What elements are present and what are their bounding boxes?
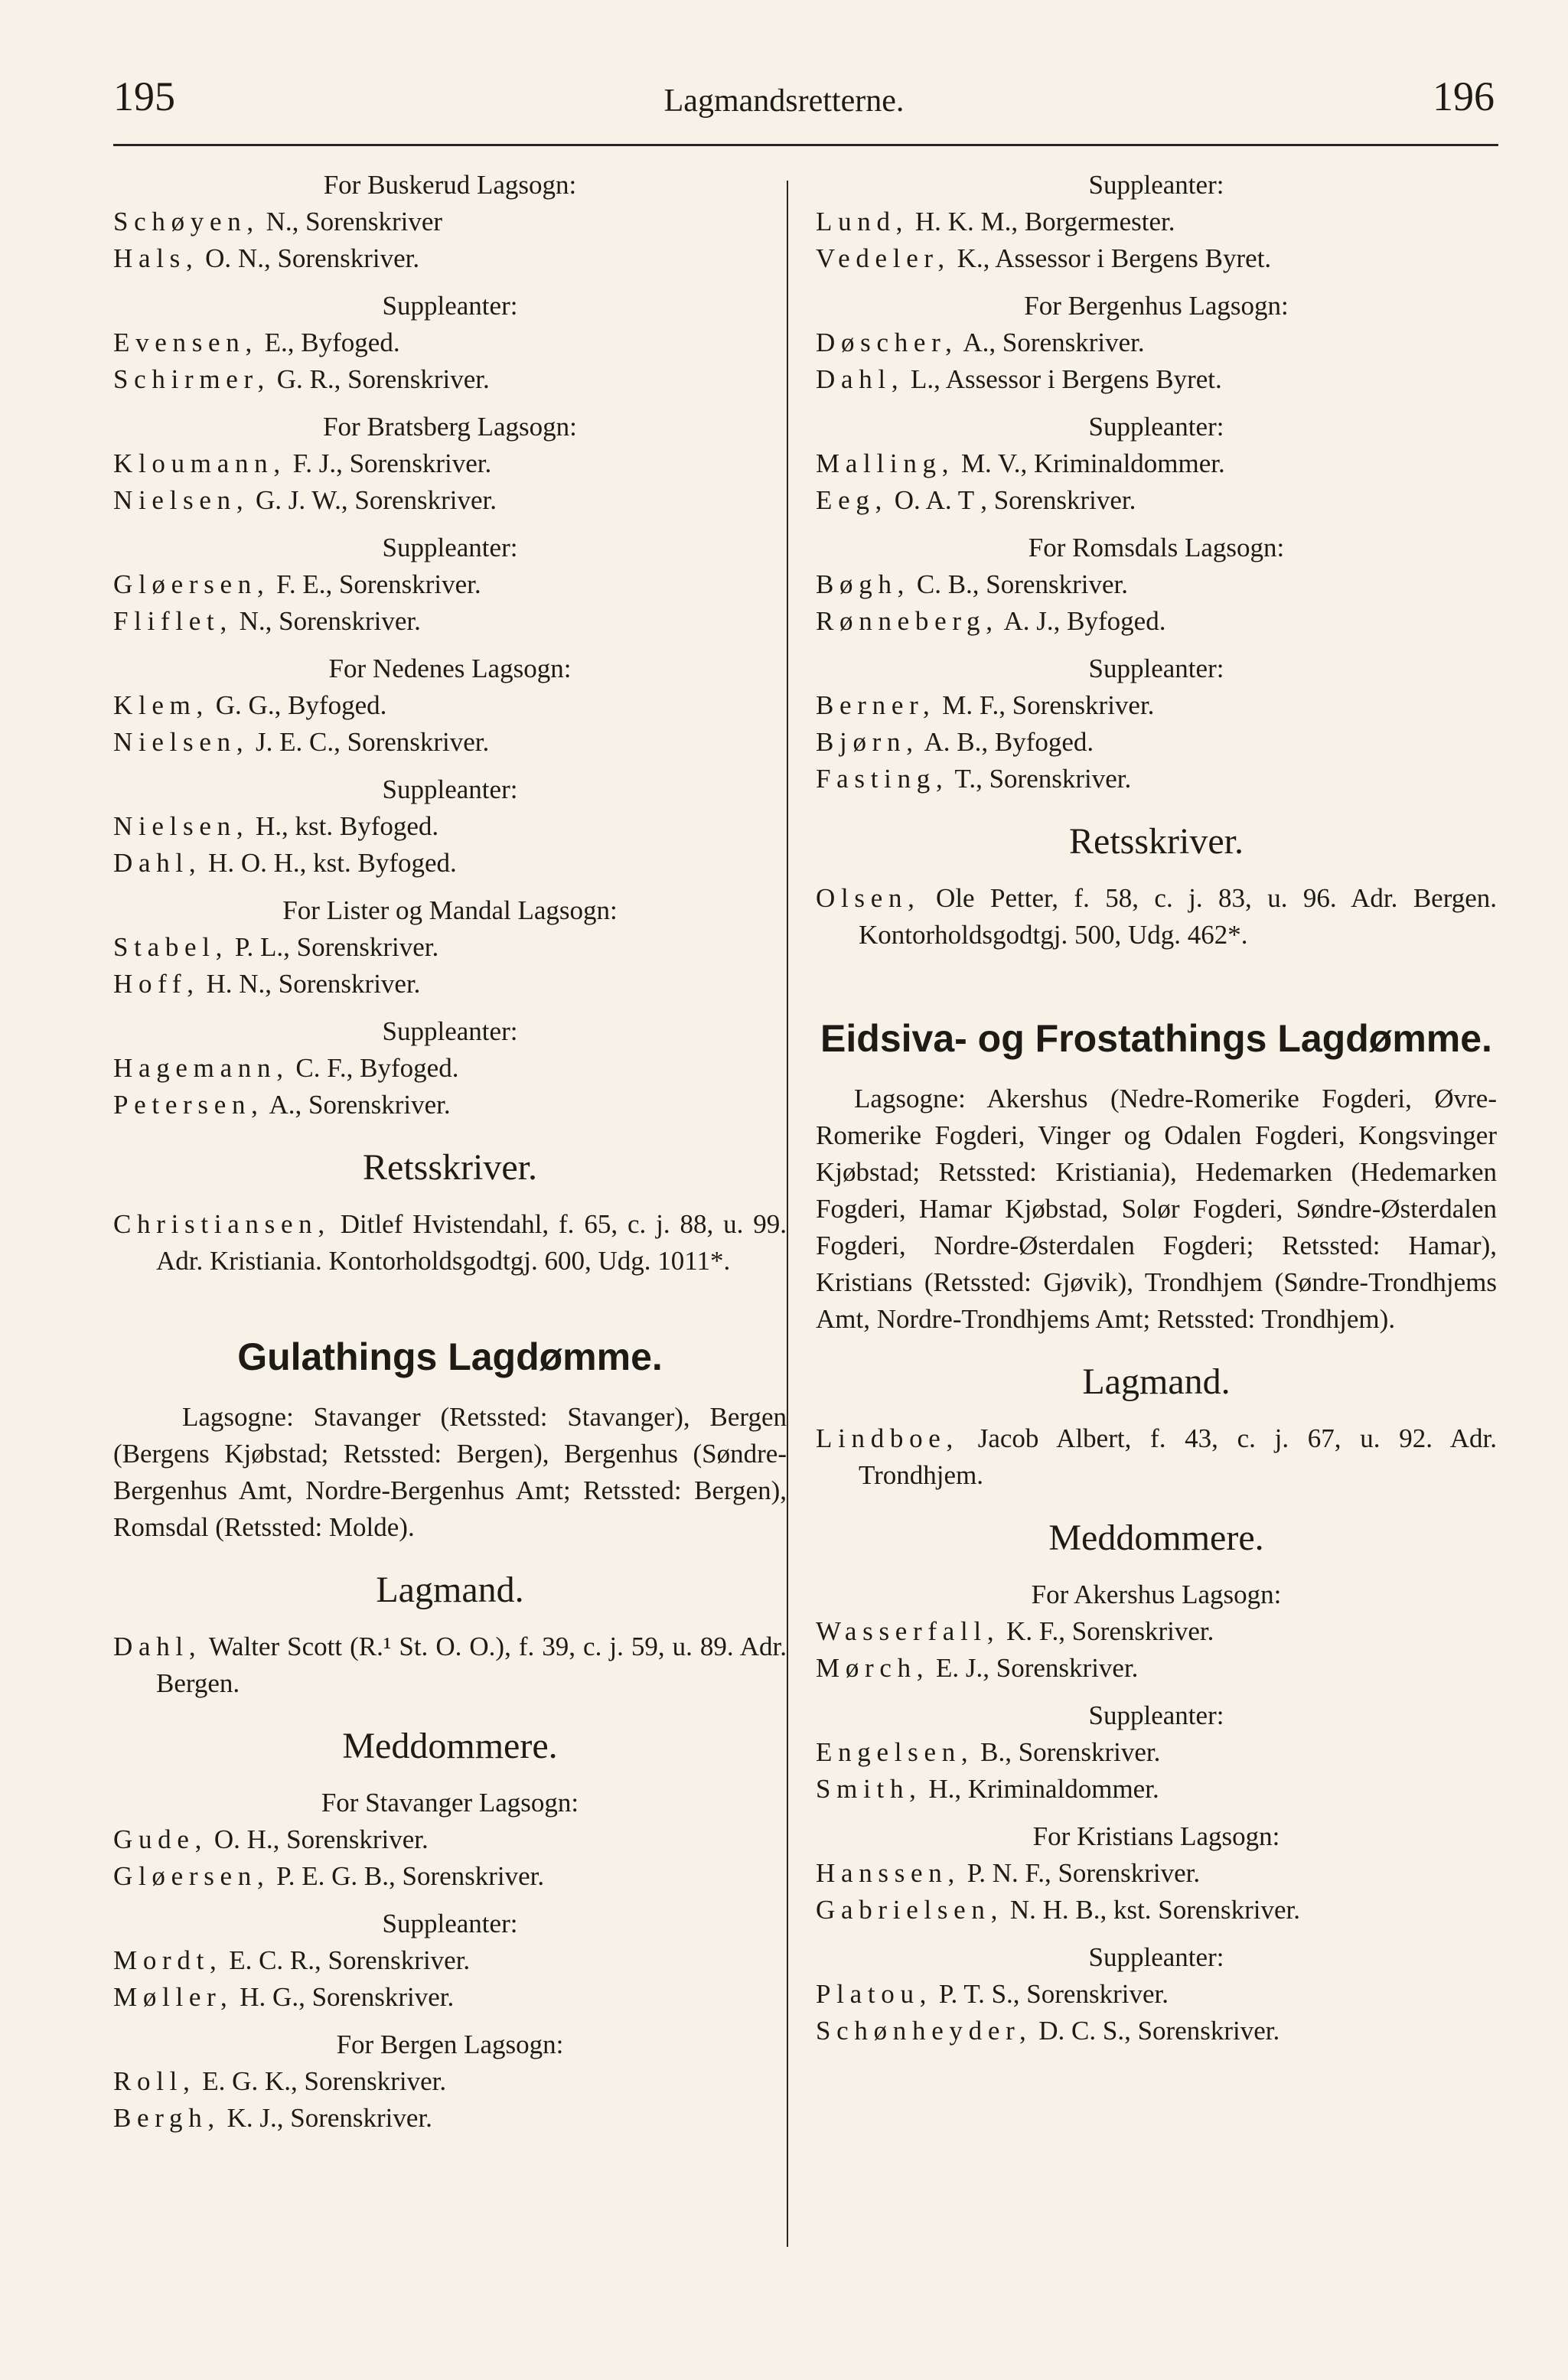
list-item: Bøgh, C. B., Sorenskriver.	[816, 569, 1128, 599]
section-heading: Meddommere.	[342, 1726, 558, 1766]
list-item: Nielsen, G. J. W., Sorenskriver.	[113, 485, 497, 515]
list-item: Dahl, H. O. H., kst. Byfoged.	[113, 848, 457, 878]
section-subheading: For Buskerud Lagsogn:	[323, 170, 577, 200]
list-item: Evensen, E., Byfoged.	[113, 328, 400, 357]
list-item: Mordt, E. C. R., Sorenskriver.	[113, 1945, 471, 1975]
list-item: Kloumann, F. J., Sorenskriver.	[113, 448, 492, 478]
list-item: Berner, M. F., Sorenskriver.	[816, 690, 1155, 720]
column-divider	[787, 181, 788, 2247]
list-item: Klem, G. G., Byfoged.	[113, 690, 387, 720]
section-subheading: Suppleanter:	[1088, 654, 1224, 683]
list-item: Hoff, H. N., Sorenskriver.	[113, 969, 421, 999]
section-subheading: For Bergen Lagsogn:	[336, 2030, 564, 2059]
list-item: Vedeler, K., Assessor i Bergens Byret.	[816, 243, 1272, 273]
section-subheading: Suppleanter:	[382, 1909, 518, 1938]
list-item: Nielsen, H., kst. Byfoged.	[113, 811, 439, 841]
list-item: Rønneberg, A. J., Byfoged.	[816, 606, 1166, 636]
paragraph: Christiansen, Ditlef Hvistendahl, f. 65, c. j. 88, u. 99. Adr. Kristiania. Kontorholdsgodtgj. 600, Udg. 1011*.	[113, 1209, 787, 1276]
list-item: Malling, M. V., Kriminaldommer.	[816, 448, 1225, 478]
section-subheading: For Bratsberg Lagsogn:	[323, 412, 577, 442]
right-column	[816, 167, 1497, 2049]
section-subheading: Suppleanter:	[382, 291, 518, 321]
paragraph: Dahl, Walter Scott (R.¹ St. O. O.), f. 39, c. j. 59, u. 89. Adr. Bergen.	[113, 1632, 787, 1698]
section-subheading: Suppleanter:	[382, 1016, 518, 1046]
paragraph: Lagsogne: Stavanger (Retssted: Stavanger), Bergen (Bergens Kjøbstad; Retssted: Bergen), Bergenhus (Søndre-Bergenhus Amt, Nordre-Bergenhus Amt; Retssted: Bergen), Romsdal (Retssted: Molde).	[113, 1402, 787, 1542]
section-subheading: Suppleanter:	[1088, 170, 1224, 200]
list-item: Stabel, P. L., Sorenskriver.	[113, 932, 439, 962]
paragraph: Lagsogne: Akershus (Nedre-Romerike Fogderi, Øvre-Romerike Fogderi, Vinger og Odalen Fogderi, Kongsvinger Kjøbstad; Retssted: Kristiania), Hedemarken (Hedemarken Fogderi, Hamar Kjøbstad, Solør Fogderi, Søndre-Østerdalen Fogderi, Nordre-Østerdalen Fogderi; Retssted: Hamar), Kristians (Retssted: Gjøvik), Trondhjem (Søndre-Trondhjems Amt, Nordre-Trondhjems Amt; Retssted: Trondhjem).	[816, 1084, 1497, 1334]
list-item: Dahl, L., Assessor i Bergens Byret.	[816, 364, 1222, 394]
list-item: Schøyen, N., Sorenskriver	[113, 207, 443, 236]
list-item: Bergh, K. J., Sorenskriver.	[113, 2103, 432, 2133]
section-subheading: Suppleanter:	[382, 774, 518, 804]
list-item: Schirmer, G. R., Sorenskriver.	[113, 364, 490, 394]
section-heading: Retsskriver.	[363, 1147, 537, 1188]
list-item: Gløersen, P. E. G. B., Sorenskriver.	[113, 1861, 545, 1891]
section-subheading: For Bergenhus Lagsogn:	[1024, 291, 1289, 321]
list-item: Gabrielsen, N. H. B., kst. Sorenskriver.	[816, 1895, 1300, 1925]
section-subheading: Suppleanter:	[1088, 1942, 1224, 1972]
list-item: Hanssen, P. N. F., Sorenskriver.	[816, 1858, 1201, 1888]
section-subheading: For Nedenes Lagsogn:	[328, 654, 572, 683]
list-item: Hals, O. N., Sorenskriver.	[113, 243, 420, 273]
list-item: Fasting, T., Sorenskriver.	[816, 764, 1132, 794]
list-item: Roll, E. G. K., Sorenskriver.	[113, 2066, 447, 2096]
section-heading: Lagmand.	[376, 1570, 524, 1610]
section-subheading: Suppleanter:	[1088, 412, 1224, 442]
list-item: Eeg, O. A. T , Sorenskriver.	[816, 485, 1136, 515]
left-column	[113, 167, 787, 2137]
list-item: Gløersen, F. E., Sorenskriver.	[113, 569, 481, 599]
running-title: Lagmandsretterne.	[663, 83, 905, 119]
list-item: Nielsen, J. E. C., Sorenskriver.	[113, 727, 490, 757]
section-heading: Eidsiva- og Frostathings Lagdømme.	[820, 1017, 1492, 1060]
list-item: Gude, O. H., Sorenskriver.	[113, 1824, 429, 1854]
list-item: Fliflet, N., Sorenskriver.	[113, 606, 421, 636]
list-item: Møller, H. G., Sorenskriver.	[113, 1982, 455, 2012]
page-number-left: 195	[113, 73, 175, 119]
section-heading: Meddommere.	[1048, 1518, 1264, 1558]
paragraph: Olsen, Ole Petter, f. 58, c. j. 83, u. 96. Adr. Bergen. Kontorholdsgodtgj. 500, Udg. 462*.	[816, 883, 1497, 950]
list-item: Hagemann, C. F., Byfoged.	[113, 1053, 459, 1083]
list-item: Mørch, E. J., Sorenskriver.	[816, 1653, 1139, 1683]
section-subheading: For Romsdals Lagsogn:	[1028, 533, 1285, 562]
list-item: Engelsen, B., Sorenskriver.	[816, 1737, 1161, 1767]
section-heading: Lagmand.	[1082, 1361, 1231, 1402]
section-subheading: Suppleanter:	[382, 533, 518, 562]
header-rule	[113, 144, 1498, 146]
section-heading: Gulathings Lagdømme.	[237, 1335, 663, 1378]
paragraph: Lindboe, Jacob Albert, f. 43, c. j. 67, u. 92. Adr. Trondhjem.	[816, 1423, 1498, 1490]
list-item: Døscher, A., Sorenskriver.	[816, 328, 1145, 357]
list-item: Wasserfall, K. F., Sorenskriver.	[816, 1616, 1214, 1646]
page-number-right: 196	[1433, 73, 1495, 119]
section-subheading: For Akershus Lagsogn:	[1031, 1580, 1282, 1609]
section-subheading: For Kristians Lagsogn:	[1032, 1821, 1280, 1851]
list-item: Platou, P. T. S., Sorenskriver.	[816, 1979, 1169, 2009]
section-subheading: Suppleanter:	[1088, 1700, 1224, 1730]
section-heading: Retsskriver.	[1069, 821, 1244, 862]
list-item: Lund, H. K. M., Borgermester.	[816, 207, 1175, 236]
list-item: Smith, H., Kriminaldommer.	[816, 1774, 1159, 1804]
list-item: Petersen, A., Sorenskriver.	[113, 1090, 451, 1120]
section-subheading: For Stavanger Lagsogn:	[321, 1788, 579, 1818]
list-item: Bjørn, A. B., Byfoged.	[816, 727, 1094, 757]
section-subheading: For Lister og Mandal Lagsogn:	[282, 895, 618, 925]
list-item: Schønheyder, D. C. S., Sorenskriver.	[816, 2016, 1280, 2046]
